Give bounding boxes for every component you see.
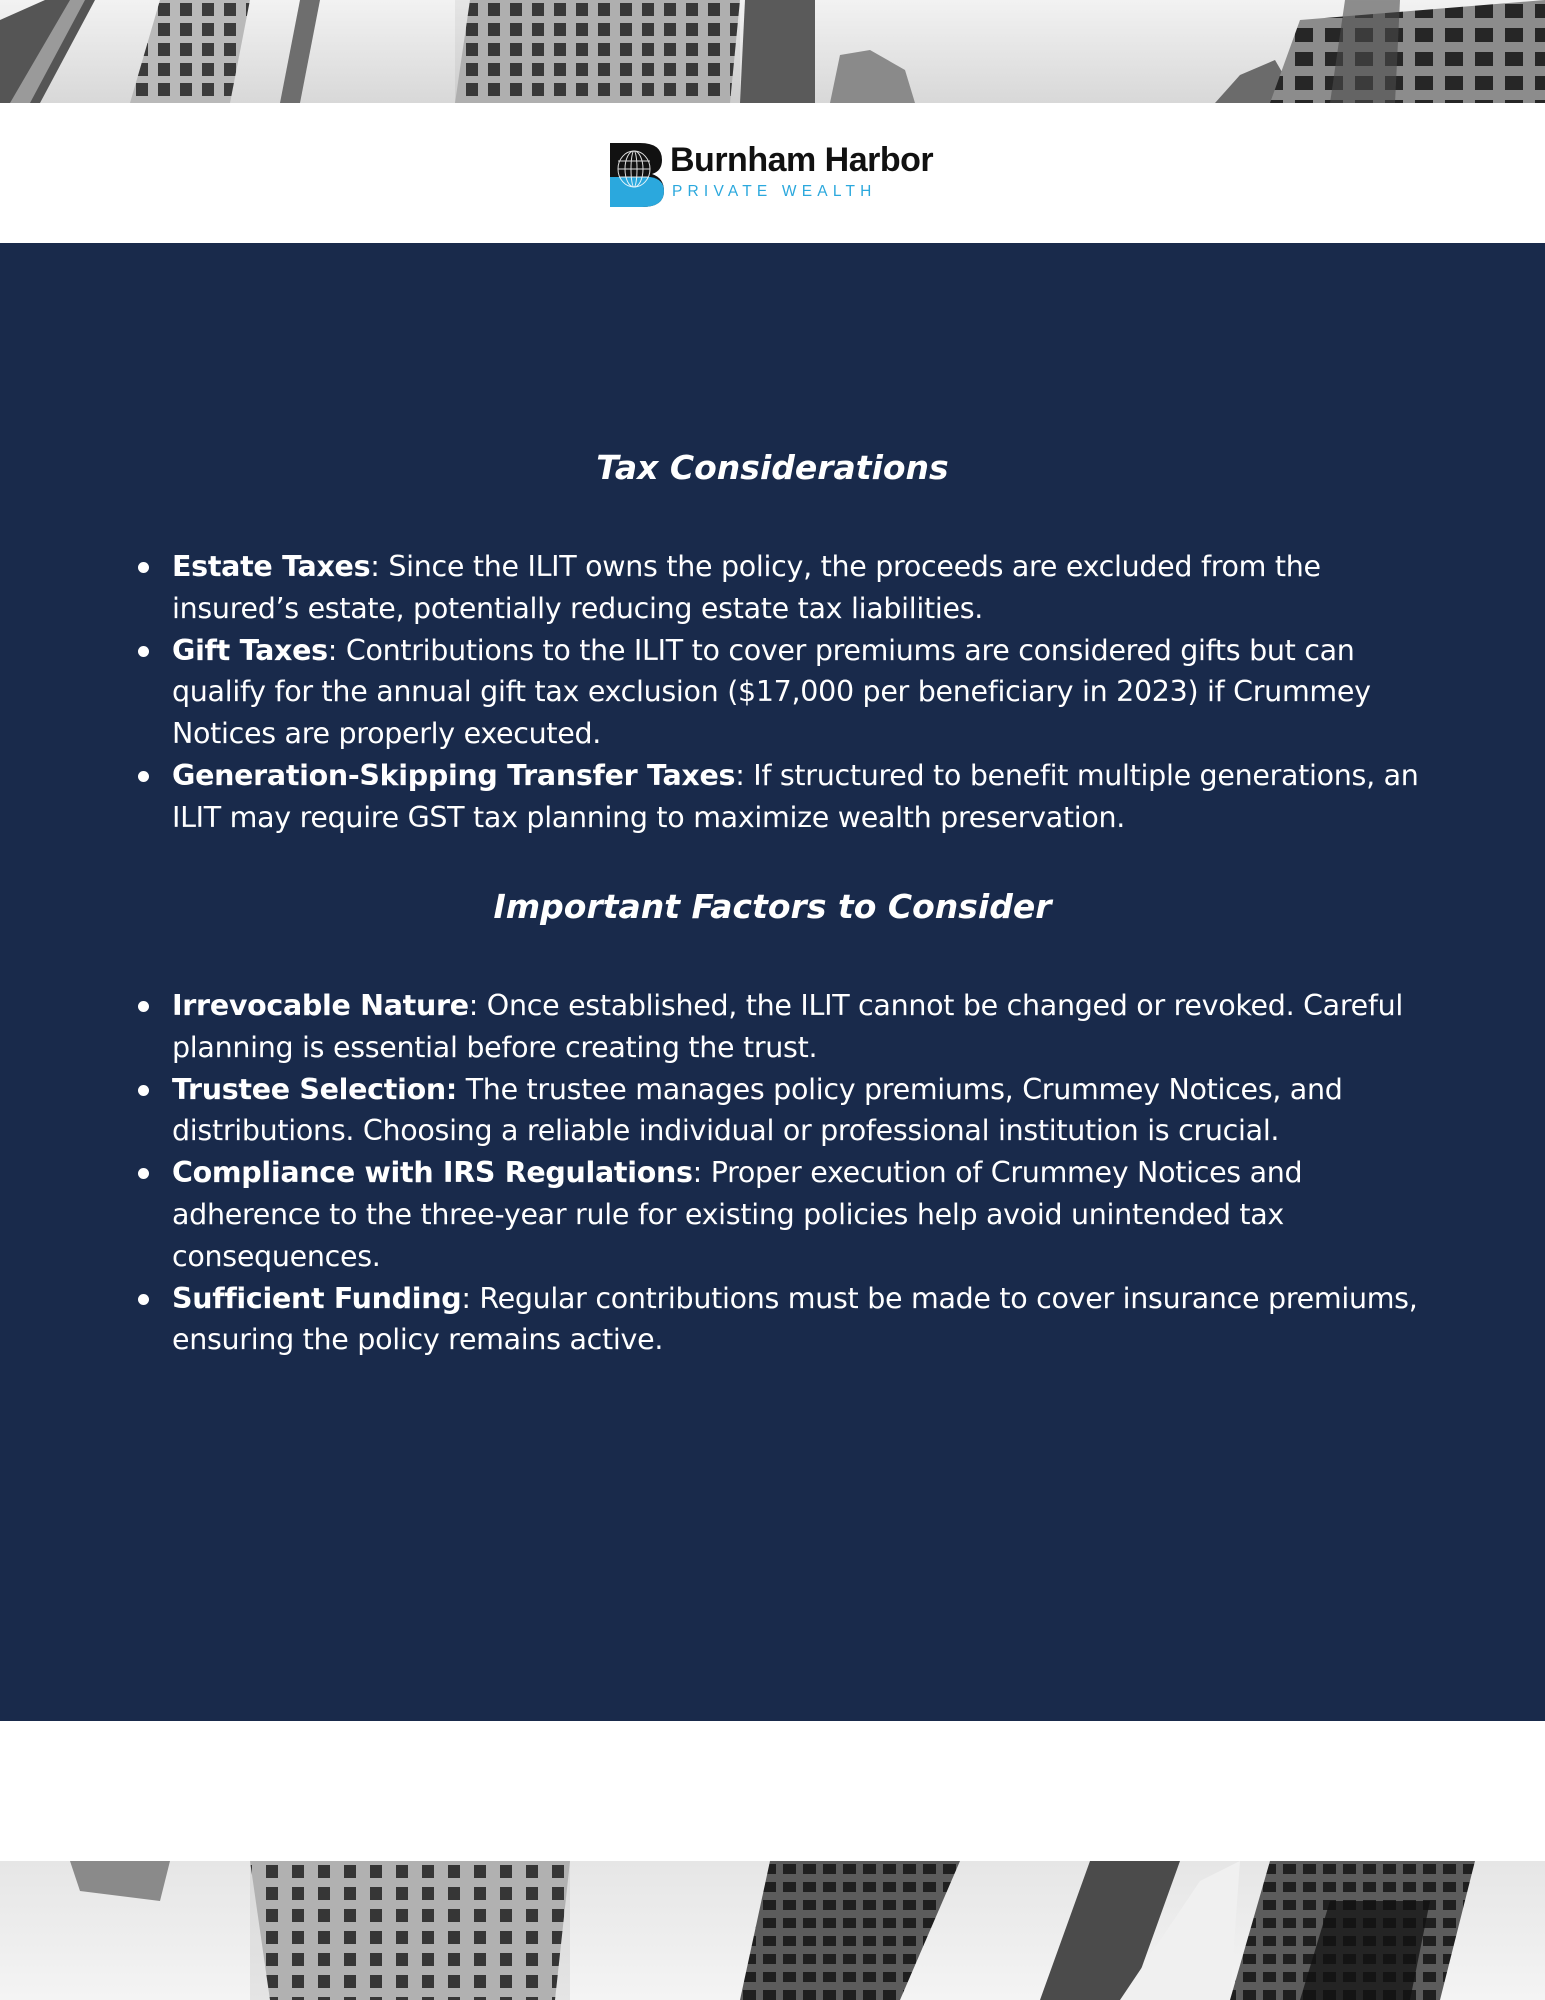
bullet-term: Trustee Selection: [172,1072,457,1106]
city-buildings-image [0,0,1545,103]
bullet-term: Estate Taxes [172,550,371,583]
bullet-term: Generation-Skipping Transfer Taxes [172,758,736,792]
bullet-text: If structured to benefit multiple generations, an ILIT may require GST tax planning to maximize wealth preservation. [172,758,1419,834]
bullet-text: The trustee manages policy premiums, Crummey Notices, and distributions. Choosing a reliable individual or professional institution is crucial. [172,1072,1343,1148]
list-item [132,755,1422,839]
bullet-separator: : [468,989,479,1022]
bullet-text: Since the ILIT owns the policy, the proceeds are excluded from the insured’s estate, potentially reducing estate tax liabilities. [172,550,1321,625]
section-heading-important-factors: Important Factors to Consider [493,887,1052,926]
bullet-separator: : [370,550,380,583]
bullet-text: Regular contributions must be made to cover insurance premiums, ensuring the policy remains active. [172,1281,1418,1357]
city-buildings-image [0,1861,1545,2000]
bullet-term: Sufficient Funding [172,1281,462,1315]
bullet-separator: : [692,1156,702,1190]
bullet-separator: : [327,633,338,667]
section-heading-tax-considerations: Tax Considerations [596,448,949,487]
bullet-term: Irrevocable Nature [172,989,469,1022]
brand-logo[interactable] [610,141,940,207]
list-item [132,1152,1422,1277]
list-item [132,546,1422,630]
bullet-term: Compliance with IRS Regulations [172,1156,693,1190]
top-banner-photo [0,0,1545,103]
bullet-separator: : [735,758,745,792]
brand-tagline: PRIVATE WEALTH [672,183,877,200]
bottom-banner-photo [0,1861,1545,2000]
content-panel [0,243,1545,1721]
logo-header [0,103,1545,243]
list-item [132,1278,1422,1362]
bullet-separator: : [461,1281,471,1315]
important-factors-list [132,985,1422,1361]
bullet-text: Contributions to the ILIT to cover premiums are considered gifts but can qualify for the annual gift tax exclusion ($17,000 per beneficiary in 2023) if Crummey Notices are properly executed. [172,633,1371,751]
bullet-text: Once established, the ILIT cannot be changed or revoked. Careful planning is essential before creating the trust. [172,989,1403,1064]
list-item [132,1069,1422,1153]
list-item [132,630,1422,755]
tax-considerations-list [132,546,1422,839]
brand-name: Burnham Harbor [670,141,934,179]
bullet-text: Proper execution of Crummey Notices and adherence to the three-year rule for existing policies help avoid unintended tax consequences. [172,1156,1303,1273]
footer-whitespace [0,1721,1545,1861]
list-item [132,985,1422,1069]
bullet-term: Gift Taxes [172,633,328,667]
globe-b-logo-icon [610,143,664,207]
